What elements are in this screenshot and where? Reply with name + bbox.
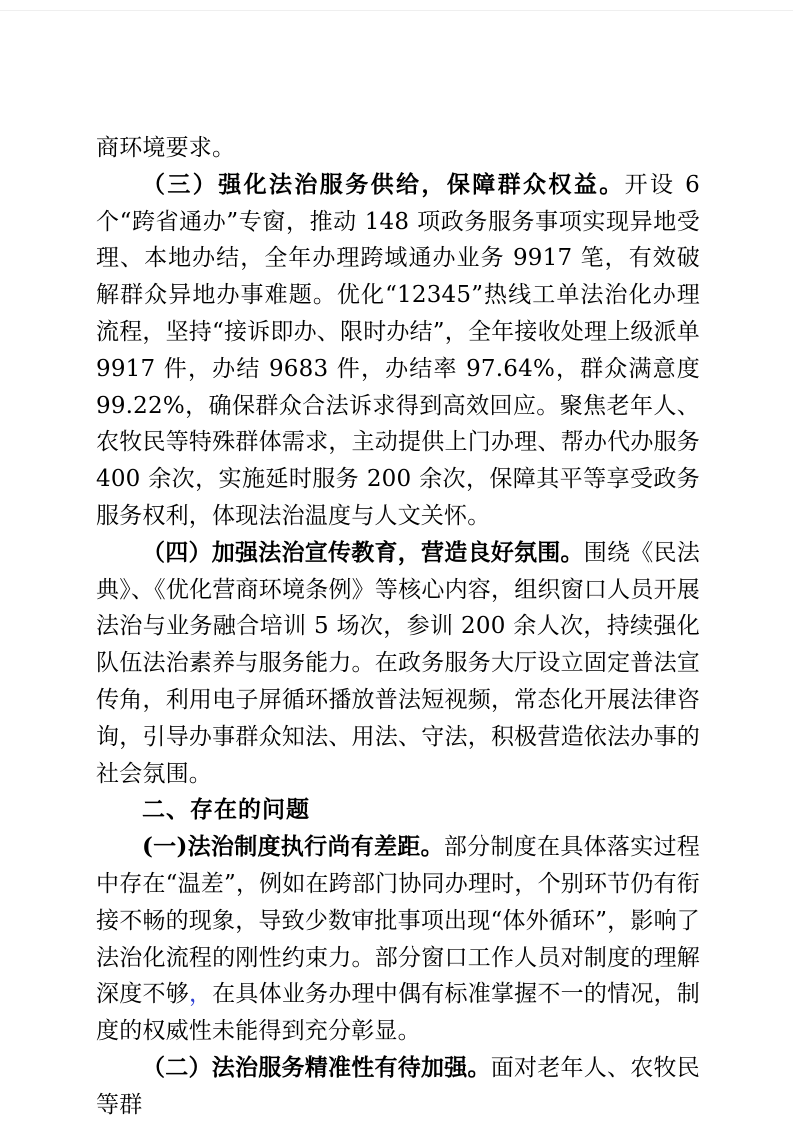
section-3-heading: （三）强化法治服务供给，保障群众权益。 [142,170,625,198]
paragraph-problem-2 [96,1050,700,1122]
body-text: 开设 6 个“跨省通办”专窗，推动 148 项政务服务事项实现异地受理、本地办结，全年办理跨域通办业务 9917 笔，有效破解群众异地办事难题。优化“12345”热线工单法治化办理流程，坚持“接诉即办、限时办结”，全年接收处理上级派单 9917 件，办结 9683 件，办结率 97.64%，群众满意度 99.22%，确保群众合法诉求得到高效回应。聚焦老年人、农牧民等特殊群体需求，主动提供上门办理、帮办代办服务 400 余次，实施延时服务 200 余次，保障其平等享受政务服务权利，体现法治温度与人文关怀。 [96,171,700,529]
paragraph-section-4 [96,535,700,793]
body-text: 商环境要求。 [96,135,236,161]
chapter-2-heading-text: 二、存在的问题 [142,797,310,824]
problem-2-heading: （二）法治服务精准性有待加强。 [142,1053,491,1081]
paragraph-problem-1 [96,829,700,1050]
document-content [96,130,700,1122]
body-text: 面对老年人、农牧民等群 [96,1054,700,1118]
paragraph-section-3 [96,167,700,535]
body-text: 围绕《民法典》、《优化营商环境条例》等核心内容，组织窗口人员开展法治与业务融合培训 5 场次，参训 200 余人次，持续强化队伍法治素养与服务能力。在政务服务大厅设立固定普法宣传角，利用电子屏循环播放普法短视频，常态化开展法律咨询，引导办事群众知法、用法、守法，积极营造依法办事的社会氛围。 [96,539,700,787]
chapter-2-heading [96,792,700,829]
blue-comma: ， [188,981,213,1008]
problem-1-heading: (一)法治制度执行尚有差距。 [142,833,444,861]
paragraph-continuation [96,130,700,167]
body-text: 在具体业务办理中偶有标准掌握不一的情况，制度的权威性未能得到充分彰显。 [96,981,700,1045]
section-4-heading: （四）加强法治宣传教育，营造良好氛围。 [142,538,584,566]
body-text: 部分制度在具体落实过程中存在“温差”，例如在跨部门协同办理时，个别环节仍有衔接不畅的现象，导致少数审批事项出现“体外循环”，影响了法治化流程的刚性约束力。部分窗口工作人员对制度的理解深度不够 [96,834,700,1008]
page-top-edge-line [0,10,793,11]
